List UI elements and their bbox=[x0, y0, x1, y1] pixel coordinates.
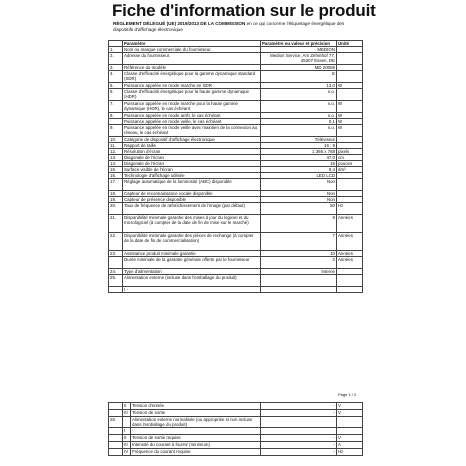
row-unit: W bbox=[337, 113, 363, 119]
row-unit: Hz bbox=[337, 203, 363, 215]
row-unit: Années bbox=[337, 215, 363, 233]
row-parameter: Taux de fréquence de rafraîchissement de l'image (par défaut) bbox=[123, 203, 261, 215]
table-row bbox=[109, 53, 363, 65]
row-value: s.o. bbox=[261, 101, 337, 113]
table-row bbox=[109, 179, 363, 191]
row-value: 2 bbox=[261, 257, 337, 269]
row-number bbox=[109, 257, 123, 269]
table-row bbox=[109, 287, 363, 293]
row-number: 23. bbox=[109, 251, 123, 257]
table-row bbox=[109, 89, 363, 101]
row-parameter: Résolution d'écran bbox=[123, 149, 261, 155]
row-number: 22. bbox=[109, 233, 123, 251]
table-row bbox=[109, 215, 363, 233]
row-value: 7 bbox=[261, 233, 337, 251]
row-value: Non bbox=[261, 179, 337, 191]
table-row bbox=[109, 101, 363, 113]
row-value: 9,4 bbox=[261, 167, 337, 173]
row-unit: A bbox=[337, 442, 363, 449]
row-sub-index: II bbox=[123, 403, 131, 410]
row-parameter: Capteur de reconnaissance vocale disponible bbox=[123, 191, 261, 197]
row-value: s.o. bbox=[261, 89, 337, 101]
row-parameter: Capteur de présence disponible bbox=[123, 197, 261, 203]
row-parameter: Réglage automatique de la luminosité (ABC) disponible bbox=[123, 179, 261, 191]
row-sub-index: III bbox=[123, 442, 131, 449]
row-unit bbox=[337, 417, 363, 428]
page-title: Fiche d'information sur le produit bbox=[112, 1, 376, 20]
row-parameter: Nom ou marque commerciale du fournisseur. bbox=[123, 47, 261, 53]
row-number bbox=[109, 435, 123, 442]
row-parameter: Diagonale de l'écran bbox=[123, 161, 261, 167]
row-parameter: Intensité du courant à fournir (minimum) bbox=[131, 442, 261, 449]
regulation-intro bbox=[113, 21, 361, 33]
row-sub-index: II bbox=[123, 435, 131, 442]
row-parameter: Classe d'efficacité énergétique pour la gamme dynamique standard (SDR) bbox=[123, 71, 261, 83]
row-value: - bbox=[261, 435, 337, 442]
row-value bbox=[261, 417, 337, 428]
row-number: 2. bbox=[109, 53, 123, 65]
row-sub-index bbox=[123, 417, 131, 428]
row-parameter: Alimentation externe (incluse dans l'emballage du produit) bbox=[123, 275, 261, 287]
row-value: - bbox=[261, 403, 337, 410]
row-value: 47,0 bbox=[261, 155, 337, 161]
row-number: 15. bbox=[109, 167, 123, 173]
row-parameter: Diagonale de l'écran bbox=[123, 155, 261, 161]
row-parameter: - bbox=[131, 428, 261, 435]
row-unit: W bbox=[337, 125, 363, 137]
row-value: 10 bbox=[261, 251, 337, 257]
row-value: LED LCD bbox=[261, 173, 337, 179]
row-unit bbox=[337, 89, 363, 101]
row-number: 7. bbox=[109, 101, 123, 113]
row-parameter: Tension de sortie bbox=[131, 410, 261, 417]
row-sub-index: I bbox=[123, 428, 131, 435]
table-row bbox=[109, 257, 363, 269]
row-parameter: Technologie d'affichage utilisée bbox=[123, 173, 261, 179]
row-sub-index: III bbox=[123, 410, 131, 417]
header-parameter: Paramètre bbox=[123, 41, 261, 47]
row-value: - bbox=[261, 442, 337, 449]
row-value: s.o. bbox=[261, 113, 337, 119]
row-number: 25. bbox=[109, 275, 123, 287]
row-number: 19. bbox=[109, 197, 123, 203]
row-parameter: Assistance produit minimale garantie bbox=[123, 251, 261, 257]
row-number: 4. bbox=[109, 71, 123, 83]
row-unit: Années bbox=[337, 257, 363, 269]
row-parameter: Puissance appelée en mode marche en SDR bbox=[123, 83, 261, 89]
row-value: 0,1 bbox=[261, 119, 337, 125]
table-row bbox=[109, 435, 363, 442]
row-value: Non bbox=[261, 191, 337, 197]
row-number: 3. bbox=[109, 65, 123, 71]
regulation-scope: en ce qui concerne l'étiquetage énergétique des dispositifs d'affichage électronique bbox=[113, 21, 345, 32]
row-parameter: Alimentation externe normalisée (ou appropriée si non incluse dans l'emballage du produit) bbox=[131, 417, 261, 428]
row-number: 10. bbox=[109, 137, 123, 143]
row-unit bbox=[337, 71, 363, 83]
row-unit: pixels bbox=[337, 149, 363, 155]
row-parameter: Tension d'entrée bbox=[131, 403, 261, 410]
row-parameter: Surface visible de l'écran bbox=[123, 167, 261, 173]
header-value: Paramètre ou valeur et précision bbox=[261, 41, 337, 47]
row-value: - bbox=[261, 449, 337, 456]
table-row bbox=[109, 449, 363, 456]
row-value: 50 bbox=[261, 203, 337, 215]
row-unit: dm² bbox=[337, 167, 363, 173]
row-unit bbox=[337, 287, 363, 293]
row-parameter: Adresse du fournisseur. bbox=[123, 53, 261, 65]
row-value: s.o. bbox=[261, 125, 337, 137]
regulation-reference: RÈGLEMENT DÉLÉGUÉ (UE) 2019/2013 DE LA COMMISSION bbox=[113, 21, 246, 26]
product-info-table bbox=[108, 40, 363, 293]
table-row bbox=[109, 233, 363, 251]
power-supply-table bbox=[108, 402, 363, 456]
page-number: Page 1 / 2 bbox=[338, 392, 357, 397]
row-unit: Années bbox=[337, 251, 363, 257]
row-number bbox=[109, 428, 123, 435]
row-number: 17. bbox=[109, 179, 123, 191]
row-parameter: Rapport de taille bbox=[123, 143, 261, 149]
row-unit: W bbox=[337, 101, 363, 113]
row-unit: Années bbox=[337, 233, 363, 251]
row-number: 13. bbox=[109, 155, 123, 161]
row-number: 6. bbox=[109, 89, 123, 101]
row-parameter: Puissance appelée en mode veille avec maintien de la connexion au réseau, le cas échéant bbox=[123, 125, 261, 137]
row-unit: W bbox=[337, 119, 363, 125]
row-number: 1. bbox=[109, 47, 123, 53]
table-row bbox=[109, 428, 363, 435]
row-parameter: Fréquence du courant requise bbox=[131, 449, 261, 456]
table-row bbox=[109, 417, 363, 428]
row-parameter: Type d'alimentation bbox=[123, 269, 261, 275]
row-unit: W bbox=[337, 83, 363, 89]
row-parameter: Disponibilité minimale garantie des pièces de rechange (à compter de la date de fin de commercialisation) bbox=[123, 233, 261, 251]
table-row bbox=[109, 403, 363, 410]
row-number bbox=[109, 442, 123, 449]
row-value: 16 : 9 bbox=[261, 143, 337, 149]
row-number: 12. bbox=[109, 149, 123, 155]
row-parameter: Durée minimale de la garantie générale offerte par le fournisseur bbox=[123, 257, 261, 269]
row-value bbox=[261, 287, 337, 293]
table-row bbox=[109, 442, 363, 449]
row-parameter: Puissance appelée en mode marche pour la haute gamme dynamique (HDR), le cas échéant bbox=[123, 101, 261, 113]
row-number: 5. bbox=[109, 83, 123, 89]
row-value: MD 20059 bbox=[261, 65, 337, 71]
row-sub-index: IV bbox=[123, 449, 131, 456]
row-unit: V bbox=[337, 410, 363, 417]
row-value bbox=[261, 275, 337, 287]
row-number: 16. bbox=[109, 173, 123, 179]
row-parameter: Puissance appelée en mode veille, le cas échéant bbox=[123, 119, 261, 125]
row-value: 1 366 x 768 bbox=[261, 149, 337, 155]
row-unit: V bbox=[337, 403, 363, 410]
row-unit: Hz bbox=[337, 449, 363, 456]
row-value: Téléviseur bbox=[261, 137, 337, 143]
row-parameter: Disponibilité minimale garantie des mises à jour du logiciel et du micrologiciel (à compter de la date de fin de mise sur le marché) bbox=[123, 215, 261, 233]
row-unit: cm bbox=[337, 155, 363, 161]
row-value: MEDION bbox=[261, 47, 337, 53]
row-number: 14. bbox=[109, 161, 123, 167]
row-value: 13,0 bbox=[261, 83, 337, 89]
row-number bbox=[109, 287, 123, 293]
row-number bbox=[109, 449, 123, 456]
row-parameter: Catégorie de dispositif d'affichage électronique bbox=[123, 137, 261, 143]
table-row bbox=[109, 71, 363, 83]
table-row bbox=[109, 203, 363, 215]
row-number: 21. bbox=[109, 215, 123, 233]
row-value: Medion Service, Am Zehnthof 77, 45307 Essen, DE bbox=[261, 53, 337, 65]
row-number bbox=[109, 403, 123, 410]
row-number: 26. bbox=[109, 417, 123, 428]
row-value bbox=[261, 428, 337, 435]
row-number bbox=[109, 410, 123, 417]
table-row bbox=[109, 125, 363, 137]
row-unit: V bbox=[337, 435, 363, 442]
row-value: Interne bbox=[261, 269, 337, 275]
row-unit bbox=[337, 275, 363, 287]
row-parameter: Classe d'efficacité énergétique pour la haute gamme dynamique (HDR) bbox=[123, 89, 261, 101]
table-row bbox=[109, 410, 363, 417]
row-parameter: Puissance appelée en mode arrêt, le cas échéant bbox=[123, 113, 261, 119]
row-parameter: I - bbox=[123, 287, 261, 293]
row-unit bbox=[337, 53, 363, 65]
row-value: Non bbox=[261, 197, 337, 203]
row-number: 9. bbox=[109, 125, 123, 137]
row-unit bbox=[337, 179, 363, 191]
row-parameter: Référence du modèle bbox=[123, 65, 261, 71]
table-row bbox=[109, 275, 363, 287]
row-unit bbox=[337, 428, 363, 435]
row-value: E bbox=[261, 71, 337, 83]
row-number: 11. bbox=[109, 143, 123, 149]
row-value: - bbox=[261, 410, 337, 417]
row-value: 19 bbox=[261, 161, 337, 167]
row-unit: pouces bbox=[337, 161, 363, 167]
row-number: 8. bbox=[109, 113, 123, 119]
row-number: 20. bbox=[109, 203, 123, 215]
header-unit: Unité bbox=[337, 41, 363, 47]
row-number: 18. bbox=[109, 191, 123, 197]
row-number: 24. bbox=[109, 269, 123, 275]
row-parameter: Tension de sortie requise bbox=[131, 435, 261, 442]
row-value: 8 bbox=[261, 215, 337, 233]
